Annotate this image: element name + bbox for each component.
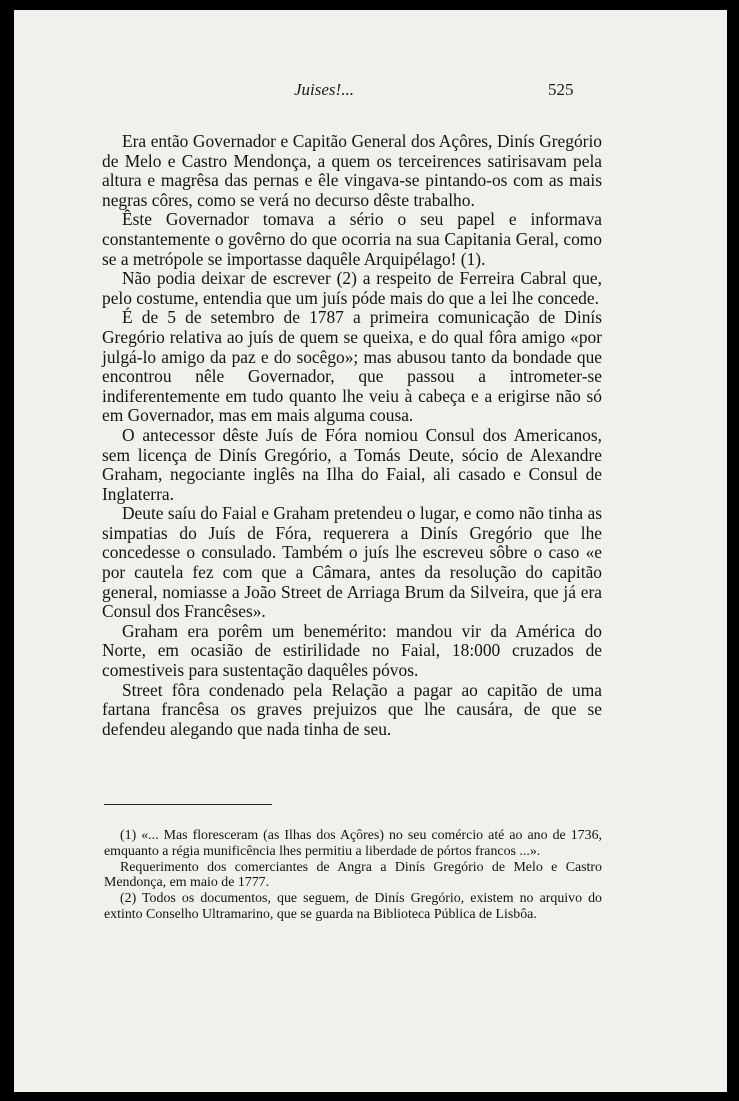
page-number: 525 <box>548 80 574 99</box>
paragraph: Êste Governador tomava a sério o seu papel e informava constantemente o govêrno do que ocorria na sua Capitania Geral, como se a metrópole se importasse daquêle Arquipélago! (1). <box>102 209 602 269</box>
paragraph: Não podia deixar de escrever (2) a respeito de Ferreira Cabral que, pelo costume, entendia que um juís póde mais do que a lei lhe concede. <box>102 268 602 308</box>
footnote: Requerimento dos comerciantes de Angra a Dinís Gregório de Melo e Castro Mendonça, em maio de 1777. <box>104 859 602 891</box>
footnotes <box>104 828 602 923</box>
paragraph: Street fôra condenado pela Relação a pagar ao capitão de uma fartana francêsa os graves prejuizos que lhe causára, de que se defendeu alegando que nada tinha de seu. <box>102 679 602 739</box>
page-header <box>14 80 727 110</box>
paragraph: O antecessor dêste Juís de Fóra nomiou Consul dos Americanos, sem licença de Dinís Gregório, a Tomás Deute, sócio de Alexandre Graham, negociante inglês na Ilha do Faial, ali casado e Consul de Inglaterra. <box>102 424 602 504</box>
paragraph: É de 5 de setembro de 1787 a primeira comunicação de Dinís Gregório relativa ao juís de quem se queixa, e do qual fôra amigo «por julgá-lo amigo da paz e do socêgo»; mas abusou tanto da bondade que encontrou nêle Governador, que passou a intrometer-se indiferentemente em tudo quanto lhe veiu à cabeça e a erigirse não só em Governador, mas em mais alguma cousa. <box>102 307 602 426</box>
footnote-divider <box>104 804 272 805</box>
book-page <box>14 10 727 1092</box>
paragraph: Era então Governador e Capitão General dos Açôres, Dinís Gregório de Melo e Castro Mendonça, a quem os terceirences satirisavam pela altura e magrêsa das pernas e êle vingava-se pintando-os com as mais negras côres, como se verá no decurso dêste trabalho. <box>102 131 602 210</box>
body-text <box>102 132 602 739</box>
running-title: Juises!... <box>294 80 354 99</box>
footnote: (1) «... Mas floresceram (as Ilhas dos Açôres) no seu comércio até ao ano de 1736, emquanto a régia munificência lhes permitiu a liberdade de pórtos francos ...». <box>104 828 602 859</box>
paragraph: Deute saíu do Faial e Graham pretendeu o lugar, e como não tinha as simpatias do Juís de Fóra, requerera a Dinís Gregório que lhe concedesse o consulado. Também o juís lhe escreveu sôbre o caso «e por cautela fez com que a Câmara, antes da resolução do capitão general, nomiasse a João Street de Arriaga Brum da Silveira, que já era Consul dos Francêses». <box>102 503 602 622</box>
footnote: (2) Todos os documentos, que seguem, de Dinís Gregório, existem no arquivo do extinto Conselho Ultramarino, que se guarda na Biblioteca Pública de Lisbôa. <box>104 891 602 922</box>
paragraph: Graham era porêm um benemérito: mandou vir da América do Norte, em ocasião de estirilidade no Faial, 18:000 cruzados de comestiveis para sustentação daquêles póvos. <box>102 620 602 681</box>
